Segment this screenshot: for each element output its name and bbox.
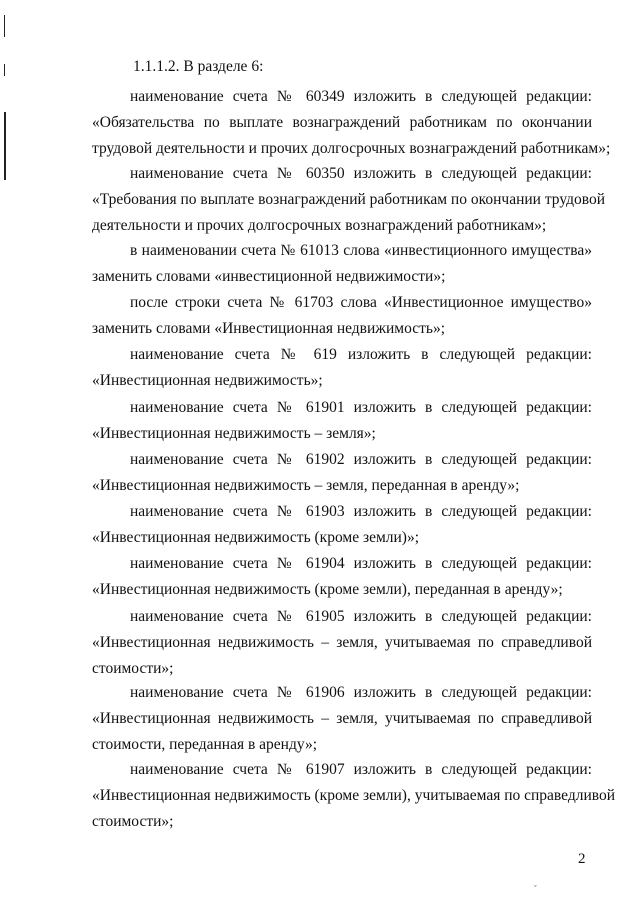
paragraph-line: «Требования по выплате вознаграждений работникам по окончании трудовой	[92, 191, 606, 208]
paragraph-line: наименование счета № 619 изложить в следующей редакции:	[130, 346, 592, 363]
paragraph-line: «Инвестиционная недвижимость (кроме земли)»;	[92, 529, 420, 546]
paragraph-line: стоимости»;	[92, 813, 174, 830]
scan-margin-mark	[4, 15, 5, 37]
scan-speck: ˇ	[534, 884, 537, 893]
paragraph-line: наименование счета № 61907 изложить в следующей редакции:	[130, 761, 592, 778]
paragraph	[92, 757, 616, 835]
paragraph-line: наименование счета № 61906 изложить в следующей редакции:	[130, 684, 592, 701]
paragraph-line: наименование счета № 60350 изложить в следующей редакции:	[130, 165, 592, 182]
page-number: 2	[578, 851, 586, 867]
paragraph-line: «Инвестиционная недвижимость – земля, учитываемая по справедливой	[92, 710, 592, 727]
paragraph-line: наименование счета № 61902 изложить в следующей редакции:	[130, 451, 592, 468]
paragraph-line: «Инвестиционная недвижимость – земля, учитываемая по справедливой	[92, 634, 592, 651]
paragraph	[92, 447, 592, 499]
paragraph-line: «Инвестиционная недвижимость (кроме земли), переданная в аренду»;	[92, 581, 563, 598]
paragraph	[92, 604, 592, 682]
paragraph	[92, 395, 592, 447]
scan-margin-mark	[4, 112, 6, 180]
scan-margin-mark	[4, 64, 5, 76]
paragraph	[92, 342, 592, 394]
paragraph-line: наименование счета № 61905 изложить в следующей редакции:	[130, 608, 592, 625]
paragraph-line: «Инвестиционная недвижимость – земля, переданная в аренду»;	[92, 477, 520, 494]
paragraph	[92, 161, 606, 239]
paragraph	[92, 551, 592, 603]
paragraph	[92, 84, 611, 162]
paragraph-line: в наименовании счета № 61013 слова «инвестиционного имущества»	[130, 242, 592, 259]
paragraph-line: «Обязательства по выплате вознаграждений работникам по окончании	[92, 114, 592, 131]
paragraph-line: «Инвестиционная недвижимость»;	[92, 372, 323, 389]
paragraph	[92, 290, 592, 342]
paragraph	[92, 499, 592, 551]
paragraph-line: после строки счета № 61703 слова «Инвестиционное имущество»	[130, 294, 592, 311]
section-heading: 1.1.1.2. В разделе 6:	[133, 58, 264, 75]
paragraph-line: «Инвестиционная недвижимость – земля»;	[92, 425, 376, 442]
paragraph	[92, 238, 592, 290]
paragraph	[92, 680, 592, 758]
paragraph-line: заменить словами «инвестиционной недвижимости»;	[92, 268, 446, 285]
paragraph-line: стоимости»;	[92, 660, 174, 677]
paragraph-line: наименование счета № 61901 изложить в следующей редакции:	[130, 399, 592, 416]
paragraph-line: заменить словами «Инвестиционная недвижимость»;	[92, 320, 446, 337]
paragraph-line: трудовой деятельности и прочих долгосрочных вознаграждений работникам»;	[92, 140, 611, 157]
paragraph-line: «Инвестиционная недвижимость (кроме земли), учитываемая по справедливой	[92, 787, 616, 804]
paragraph-line: наименование счета № 60349 изложить в следующей редакции:	[130, 88, 592, 105]
paragraph-line: наименование счета № 61903 изложить в следующей редакции:	[130, 503, 592, 520]
paragraph-line: стоимости, переданная в аренду»;	[92, 736, 318, 753]
paragraph-line: деятельности и прочих долгосрочных вознаграждений работникам»;	[92, 217, 547, 234]
paragraph-line: наименование счета № 61904 изложить в следующей редакции:	[130, 555, 592, 572]
